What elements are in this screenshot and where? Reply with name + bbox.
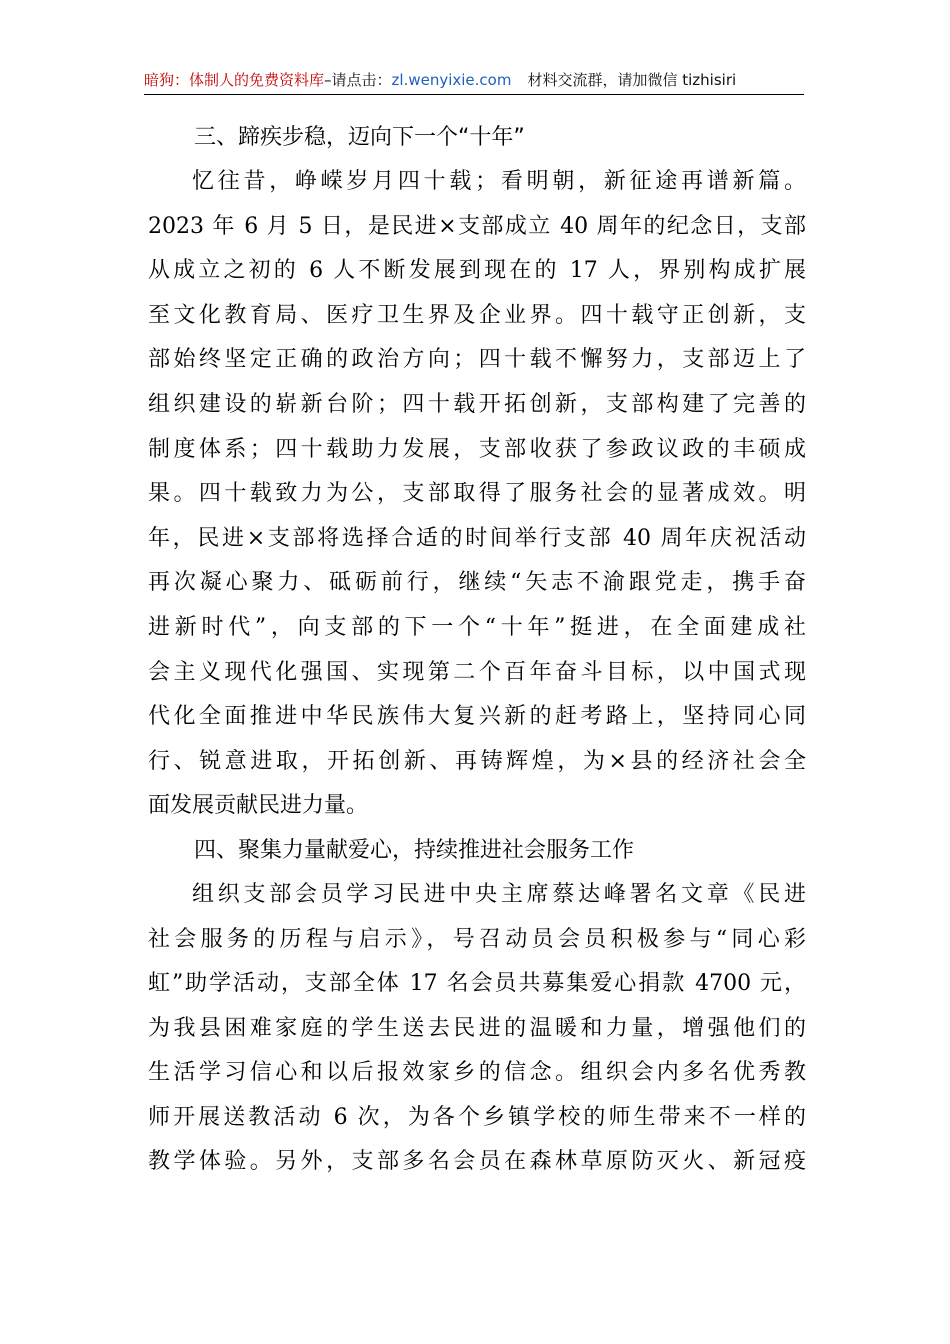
text-line: 部始终坚定正确的政治方向；四十载不懈努力，支部迈上了 — [148, 347, 806, 373]
text-line: 制度体系；四十载助力发展，支部收获了参政议政的丰硕成 — [148, 436, 806, 462]
text-line: 生活学习信心和以后报效家乡的信念。组织会内多名优秀教 — [148, 1060, 806, 1086]
document-body — [148, 116, 806, 1185]
section-4-paragraph — [148, 873, 806, 1185]
section-4-heading: 四、聚集力量献爱心，持续推进社会服务工作 — [194, 837, 635, 863]
text-line: 从成立之初的 6 人不断发展到现在的 17 人，界别构成扩展 — [148, 258, 806, 284]
text-line: 代化全面推进中华民族伟大复兴新的赶考路上，坚持同心同 — [148, 704, 806, 730]
text-line: 会主义现代化强国、实现第二个百年奋斗目标，以中国式现 — [148, 659, 806, 685]
text-line: 面发展贡献民进力量。 — [148, 793, 369, 819]
text-line: 行、锐意进取，开拓创新、再铸辉煌，为×县的经济社会全 — [148, 748, 806, 774]
page-header — [144, 70, 804, 95]
text-line: 至文化教育局、医疗卫生界及企业界。四十载守正创新，支 — [148, 302, 806, 328]
text-line: 果。四十载致力为公，支部取得了服务社会的显著成效。明 — [148, 481, 806, 507]
text-line: 进新时代”，向支部的下一个“十年”挺进，在全面建成社 — [148, 614, 806, 640]
click-prompt: –请点击： — [324, 71, 392, 89]
source-label: 暗狗：体制人的免费资料库 — [144, 71, 325, 89]
text-line: 忆往昔，峥嵘岁月四十载；看明朝，新征途再谱新篇。 — [192, 169, 806, 194]
text-line: 组织建设的崭新台阶；四十载开拓创新，支部构建了完善的 — [148, 391, 806, 417]
text-line: 再次凝心聚力、砥砺前行，继续“矢志不渝跟党走，携手奋 — [148, 570, 806, 596]
text-line: 组织支部会员学习民进中央主席蔡达峰署名文章《民进 — [192, 881, 806, 907]
text-line: 2023 年 6 月 5 日，是民进×支部成立 40 周年的纪念日，支部 — [148, 213, 806, 239]
wechat-note: 材料交流群，请加微信 tizhisiri — [527, 71, 737, 89]
text-line: 社会服务的历程与启示》，号召动员会员积极参与“同心彩 — [148, 926, 806, 952]
text-line: 师开展送教活动 6 次，为各个乡镇学校的师生带来不一样的 — [148, 1104, 806, 1130]
text-line: 虹”助学活动，支部全体 17 名会员共募集爱心捐款 4700 元， — [148, 971, 806, 997]
section-3-paragraph — [148, 160, 806, 829]
header-url-link[interactable]: zl.wenyixie.com — [391, 71, 512, 89]
text-line: 年，民进×支部将选择合适的时间举行支部 40 周年庆祝活动 — [148, 525, 806, 551]
text-line: 教学体验。另外，支部多名会员在森林草原防灭火、新冠疫 — [148, 1149, 806, 1175]
text-line: 为我县困难家庭的学生送去民进的温暖和力量，增强他们的 — [148, 1015, 806, 1041]
section-3-heading: 三、蹄疾步稳，迈向下一个“十年” — [194, 125, 525, 150]
